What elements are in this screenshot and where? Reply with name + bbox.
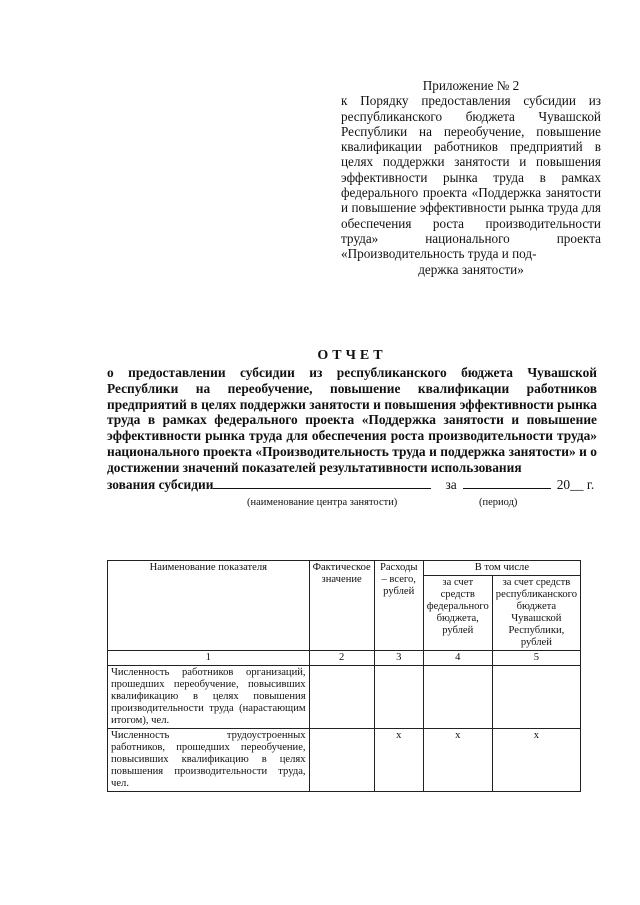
report-heading — [107, 365, 597, 492]
table-row — [108, 666, 581, 729]
cell-federal[interactable] — [423, 666, 492, 729]
header-including: В том числе — [423, 561, 580, 576]
column-number-row — [108, 651, 581, 666]
appendix-text: к Порядку предоставления субсидии из республиканского бюджета Чувашской Республики на переобучение, повышение квалификации работников предприятий в целях поддержки занятости и повышения эффективности рынка труда в рамках федерального проекта «Поддержка занятости и повышение эффективности рынка труда для обеспечения роста производительности труда» национального проекта «Производительность труда и под- держка занятости» — [341, 93, 601, 277]
header-republic: за счет средств республиканского бюджета Чувашской Республики, рублей — [492, 576, 580, 651]
period-caption: (период) — [479, 497, 518, 508]
row-label: Численность работников организаций, прошедших переобучение, повысивших квалификацию в целях повышения производительности труда (нарастающим итогом), чел. — [108, 666, 310, 729]
year-label: 20__ г. — [556, 476, 595, 492]
header-expenses: Расходы – всего, рублей — [374, 561, 423, 651]
column-number: 2 — [309, 651, 374, 666]
center-name-caption: (наименование центра занятости) — [247, 497, 398, 508]
table-row — [108, 729, 581, 792]
column-number: 5 — [492, 651, 580, 666]
appendix-block — [341, 78, 601, 277]
cell-expenses: х — [374, 729, 423, 792]
cell-expenses[interactable] — [374, 666, 423, 729]
cell-republic: х — [492, 729, 580, 792]
header-name: Наименование показателя — [108, 561, 310, 651]
report-fill-line — [107, 476, 597, 493]
header-federal: за счет средств федерального бюджета, рублей — [423, 576, 492, 651]
report-title: ОТЧЕТ — [317, 348, 387, 363]
appendix-number: Приложение № 2 — [422, 78, 520, 93]
header-actual: Фактическое значение — [309, 561, 374, 651]
column-number: 1 — [108, 651, 310, 666]
cell-actual[interactable] — [309, 666, 374, 729]
report-last-word: зования субсидии — [107, 476, 214, 492]
column-number: 4 — [423, 651, 492, 666]
center-name-blank[interactable] — [213, 476, 431, 489]
indicators-table — [107, 560, 581, 792]
period-blank[interactable] — [463, 476, 551, 489]
appendix-last-line: держка занятости» — [418, 261, 524, 277]
cell-federal: х — [423, 729, 492, 792]
row-label: Численность трудоустроенных работников, прошедших переобучение, повысивших квалификацию в целях повышения производительности труда, чел. — [108, 729, 310, 792]
cell-actual[interactable] — [309, 729, 374, 792]
za-label: за — [445, 476, 457, 492]
report-body: о предоставлении субсидии из республиканского бюджета Чувашской Республики на переобучение, повышение квалификации работников предприятий в целях поддержки занятости и повышения эффективности рынка труда в рамках федерального проекта «Поддержка занятости и повышение эффективности рынка труда для обеспечения роста производительности труда» национального проекта «Производительность труда и поддержка занятости» и о достижении значений показателей результативности использования — [107, 365, 597, 475]
cell-republic[interactable] — [492, 666, 580, 729]
column-number: 3 — [374, 651, 423, 666]
header-row-1 — [108, 561, 581, 576]
